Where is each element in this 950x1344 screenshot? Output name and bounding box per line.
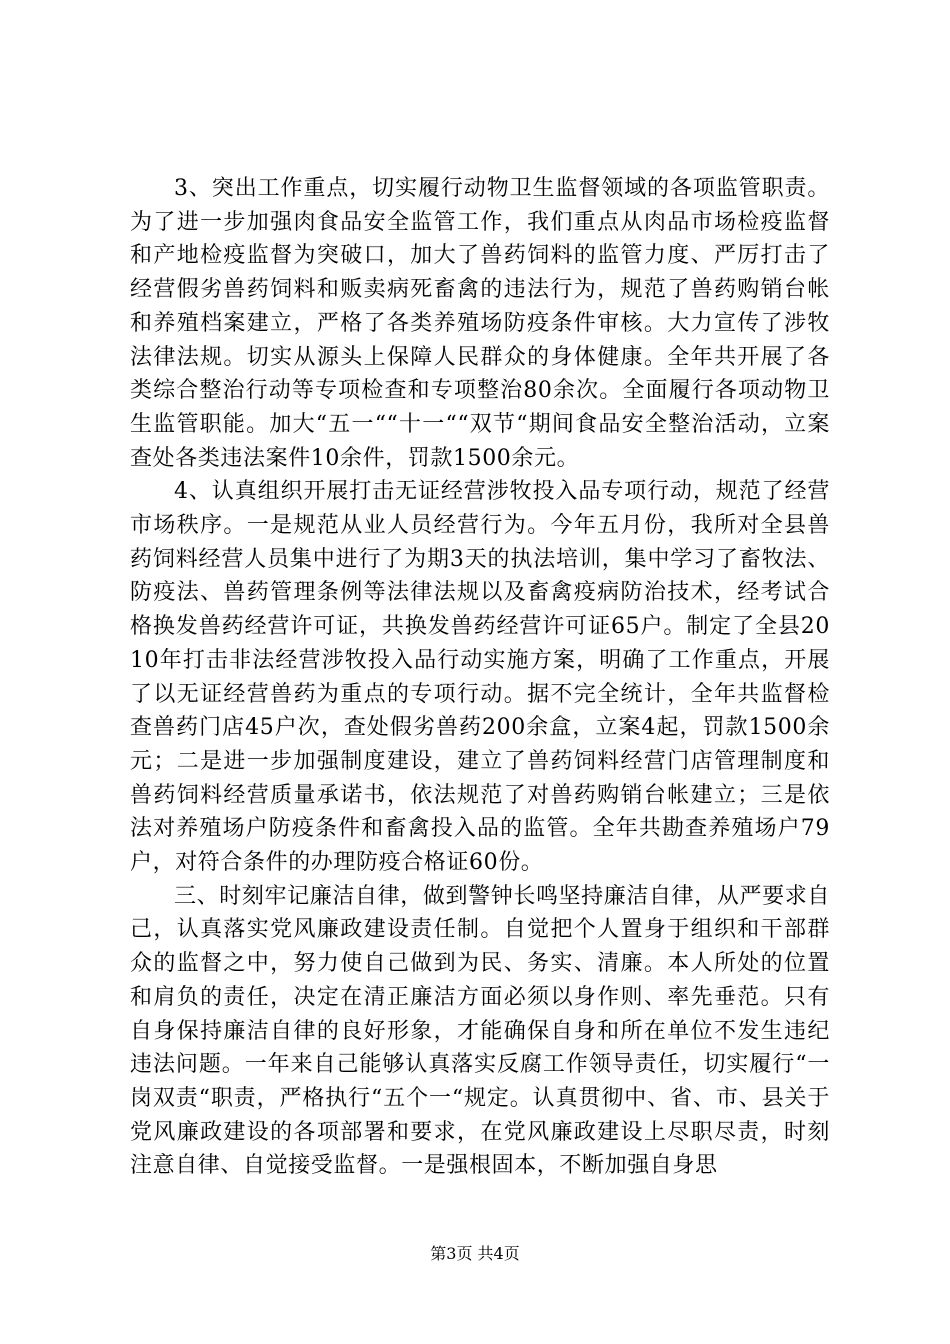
paragraph-integrity-self-discipline: 三、时刻牢记廉洁自律，做到警钟长鸣坚持廉洁自律，从严要求自己，认真落实党风廉政建设责任制。自觉把个人置身于组织和干部群众的监督之中，努力使自己做到为民、务实、清廉。本人所处的位置和肩负的责任，决定在清正廉洁方面必须以身作则、率先垂范。只有自身保持廉洁自律的良好形象，才能确保自身和所在单位不发生违纪违法问题。一年来自己能够认真落实反腐工作领导责任，切实履行“一岗双责“职责，严格执行“五个一“规定。认真贯彻中、省、市、县关于党风廉政建设的各项部署和要求，在党风廉政建设上尽职尽责，时刻注意自律、自觉接受监督。一是强根固本，不断加强自身思	[130, 883, 830, 1179]
paragraph-unlicensed-input-crackdown: 4、认真组织开展打击无证经营涉牧投入品专项行动，规范了经营市场秩序。一是规范从业人员经营行为。今年五月份，我所对全县兽药饲料经营人员集中进行了为期3天的执法培训，集中学习了畜牧法、防疫法、兽药管理条例等法律法规以及畜禽疫病防治技术，经考试合格换发兽药经营许可证，共换发兽药经营许可证65户。制定了全县2010年打击非法经营涉牧投入品行动实施方案，明确了工作重点，开展了以无证经营兽药为重点的专项行动。据不完全统计，全年共监督检查兽药门店45户次，查处假劣兽药200余盒，立案4起，罚款1500余元；二是进一步加强制度建设，建立了兽药饲料经营门店管理制度和兽药饲料经营质量承诺书，依法规范了对兽药购销台帐建立；三是依法对养殖场户防疫条件和畜禽投入品的监管。全年共勘查养殖场户79户，对符合条件的办理防疫合格证60份。	[130, 479, 830, 876]
page-footer: 第3页 共4页	[430, 1244, 520, 1263]
document-body	[130, 172, 830, 1183]
paragraph-food-safety-supervision: 3、突出工作重点，切实履行动物卫生监督领域的各项监管职责。为了进一步加强肉食品安全监管工作，我们重点从肉品市场检疫监督和产地检疫监督为突破口，加大了兽药饲料的监管力度、严厉打击了经营假劣兽药饲料和贩卖病死畜禽的违法行为，规范了兽药购销台帐和养殖档案建立，严格了各类养殖场防疫条件审核。大力宣传了涉牧法律法规。切实从源头上保障人民群众的身体健康。全年共开展了各类综合整治行动等专项检查和专项整治80余次。全面履行各项动物卫生监管职能。加大“五一““十一““双节“期间食品安全整治活动，立案查处各类违法案件10余件，罚款1500余元。	[130, 176, 830, 471]
